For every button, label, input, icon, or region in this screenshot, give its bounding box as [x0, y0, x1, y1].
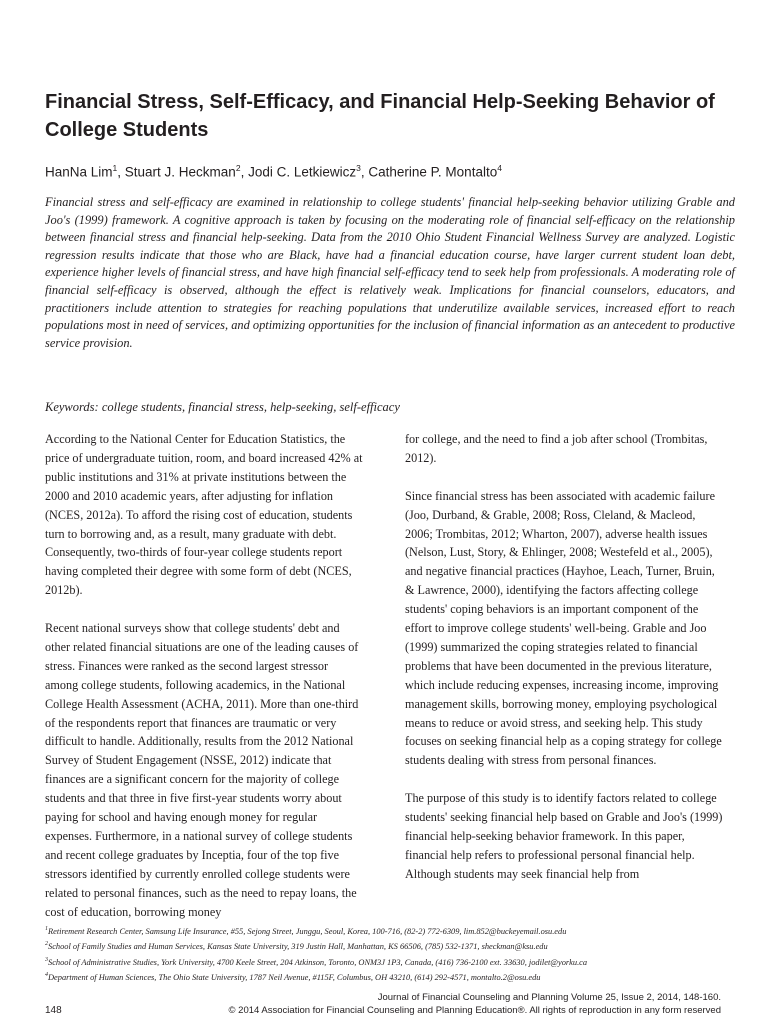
author-list: HanNa Lim$^1$, Stuart J. Heckman$^2$, Jodi C. Letkiewicz$^3$, Catherine P. Montalto$^4$ — [45, 163, 502, 180]
body-column-right — [405, 430, 725, 900]
body-paragraph: Since financial stress has been associated with academic failure (Joo, Durband, & Grable, 2008; Ross, Cleland, & Macleod, 2006; Trombitas, 2012; Wharton, 2007), adverse health issues (Nelson, Lust, Story, & Ehlinger, 2008; Westefeld et al., 2005), and negative financial practices (Hayhoe, Leach, Turner, Bruin, & Lawrence, 2000), identifying the factors affecting college students' coping behaviors is an important component of the effort to improve college students' well-being. Grable and Joo (1999) summarized the coping strategies related to financial problems that have been documented in the previous literature, which include reducing expenses, increasing income, improving management skills, borrowing money, employing psychological means to reduce or avoid stress, and seeking help. This study focuses on seeking financial help as a coping strategy for college students dealing with stress from personal finances. — [405, 488, 722, 768]
author-affiliation-mark: 2 — [235, 163, 241, 173]
author-name: HanNa Lim — [45, 164, 113, 180]
footnote — [45, 938, 735, 953]
footnote-text: School of Family Studies and Human Services, Kansas State University, 319 Justin Hall, Manhattan, KS 66506, (785) 532-1371, sheckman@ksu.edu — [48, 942, 548, 952]
author-name: Jodi C. Letkiewicz — [248, 164, 357, 180]
body-paragraph: Recent national surveys show that college students' debt and other related financial situations are one of the leading causes of stress. Finances were ranked as the second largest stressor among college students, following academics, in the National College Health Assessment (ACHA, 2011). More than one-third of the respondents report that finances are traumatic or very difficult to handle. Additionally, results from the 2012 National Survey of Student Engagement (NSSE, 2012) indicate that finances are a significant concern for the majority of college students and that three in five first-year students worry about paying for school and having enough money for regular expenses. Furthermore, in a national survey of college students and recent college graduates by Inceptia, four of the top five stressors identified by currently enrolled college students were related to personal finances, such as the need to repay loans, the cost of education, borrowing money — [45, 621, 359, 919]
paper-title: Financial Stress, Self-Efficacy, and Financial Help-Seeking Behavior of College Students — [45, 91, 715, 141]
footnote — [45, 969, 735, 984]
footnote-mark: 4 — [45, 971, 48, 978]
copyright-line: © 2014 Association for Financial Counseling and Planning Education®. All rights of reproduction in any form reserved — [228, 1004, 721, 1016]
footnote-text: School of Administrative Studies, York University, 4700 Keele Street, 204 Atkinson, Toronto, ONM3J 1P3, Canada, (416) 736-2100 ext. 33630, jodilet@yorku.ca — [48, 957, 588, 967]
author-affiliation-mark: 3 — [356, 163, 361, 173]
body-paragraph: The purpose of this study is to identify factors related to college students' seeking financial help based on Grable and Joo's (1999) financial help-seeking behavior framework. In this paper, financial help refers to professional personal financial help. Although students may seek financial help from — [405, 791, 723, 881]
body-column-left — [45, 430, 363, 919]
affiliation-footnotes — [45, 923, 735, 984]
footnote-mark: 2 — [45, 941, 48, 948]
author-name: Catherine P. Montalto — [368, 164, 498, 180]
footnote-mark: 1 — [45, 926, 48, 932]
footnote-text: Department of Human Sciences, The Ohio State University, 1787 Neil Avenue, #115F, Columbus, OH 43210, (614) 292-4571, montalto.2@osu.edu — [48, 972, 541, 982]
body-paragraph: According to the National Center for Education Statistics, the price of undergraduate tuition, room, and board increased 42% at public institutions and 31% at private institutions between the 2000 and 2010 academic years, after adjusting for inflation (NCES, 2012a). To afford the rising cost of education, students turn to borrowing and, as a result, many graduate with debt. Consequently, two-thirds of four-year college students report having completed their degree with some form of debt (NCES, 2012b). — [45, 432, 363, 598]
footnote — [45, 954, 735, 969]
journal-line: Journal of Financial Counseling and Planning Volume 25, Issue 2, 2014, 148-160. — [377, 992, 721, 1003]
footnote-mark: 3 — [45, 956, 48, 963]
author-affiliation-mark: 4 — [497, 163, 502, 173]
journal-citation — [229, 992, 721, 1017]
author-name: Stuart J. Heckman — [124, 164, 236, 180]
footnote — [45, 923, 735, 938]
page-number: 148 — [45, 1005, 62, 1016]
footnote-text: Retirement Research Center, Samsung Life Insurance, #55, Sejong Street, Junggu, Seoul, Korea, 100-716, (82-2) 772-6309, lim.852@buckeyemail.osu.edu — [48, 926, 567, 936]
keywords: Keywords: college students, financial stress, help-seeking, self-efficacy — [45, 400, 400, 414]
body-paragraph: for college, and the need to find a job after school (Trombitas, 2012). — [405, 432, 708, 465]
author-affiliation-mark: 1 — [112, 163, 118, 173]
abstract: Financial stress and self-efficacy are examined in relationship to college students' financial help-seeking behavior utilizing Grable and Joo's (1999) framework. A cognitive approach is taken by focusing on the moderating role of financial self-efficacy on the relationship between financial stress and financial help-seeking. Data from the 2010 Ohio Student Financial Wellness Survey are analyzed. Logistic regression results indicate that those who are Black, have had a financial education course, have larger current student loan debt, experience higher levels of financial stress, and have high financial self-efficacy tend to seek help from professionals. A moderating role of financial self-efficacy is observed, although the effect is relatively weak. Implications for financial counselors, educators, and practitioners include attention to strategies for reaching populations that underutilize available services, increased effort to reach populations most in need of services, and optimizing opportunities for the inclusion of financial information as an antecedent to productive service provision. — [45, 195, 735, 350]
